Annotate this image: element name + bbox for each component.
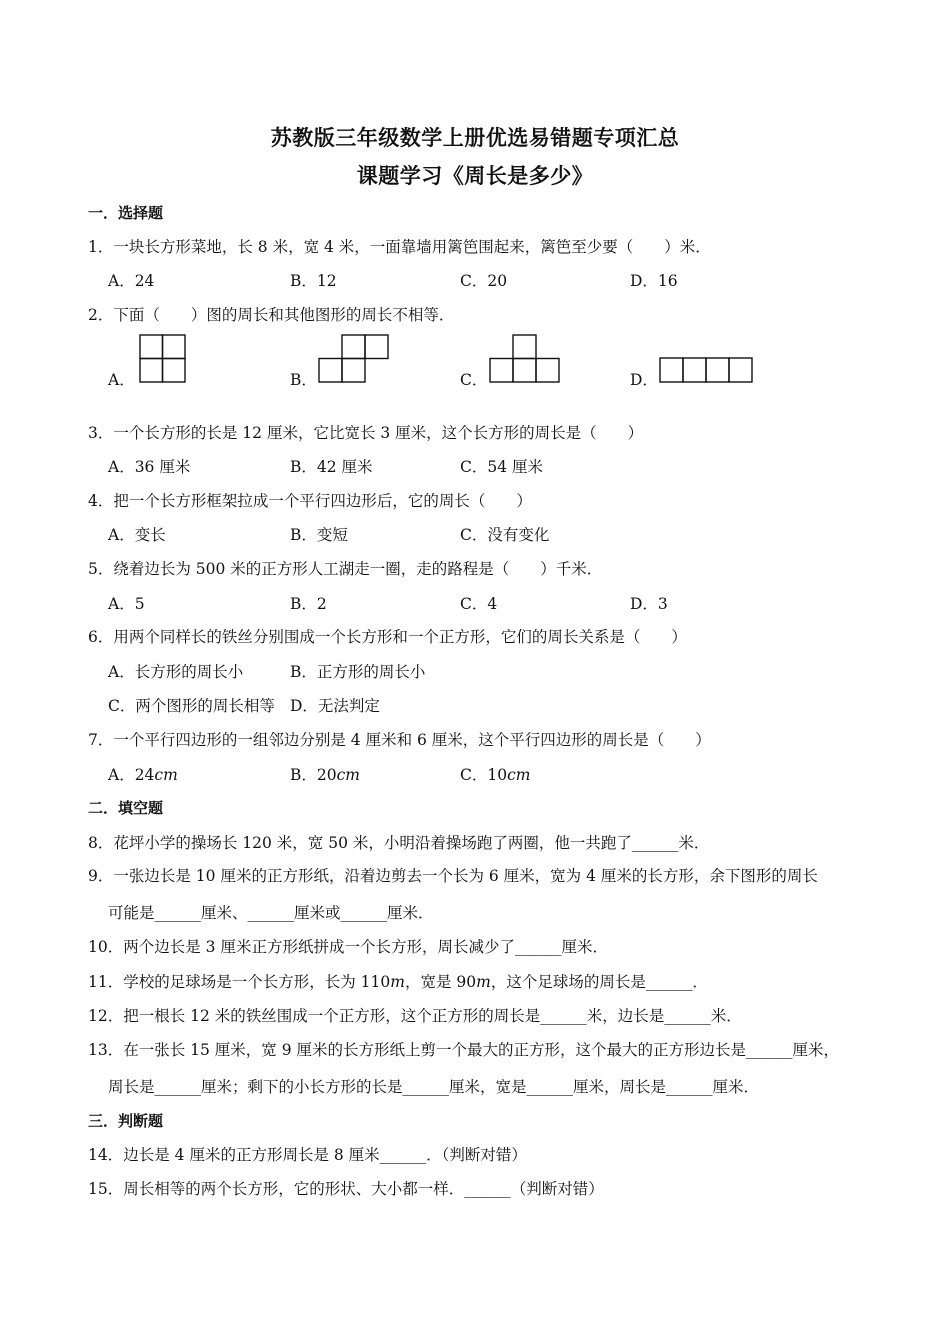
- q7-option-b-label: B．20: [290, 766, 337, 784]
- question-13-line2: 周长是______厘米；剩下的小长方形的长是______厘米，宽是______厘米，周长是______厘米．: [108, 1078, 760, 1096]
- section-heading-judge: 三．判断题: [88, 1112, 164, 1130]
- q3-option-a[interactable]: A．36 厘米: [108, 458, 191, 476]
- q6-option-b[interactable]: B．正方形的周长小: [290, 663, 426, 681]
- question-13-line1: 13．在一张长 15 厘米，宽 9 厘米的长方形纸上剪一个最大的正方形，这个最大的正方形边长是______厘米，: [88, 1041, 840, 1059]
- q4-option-c[interactable]: C．没有变化: [460, 526, 550, 544]
- q3-option-c[interactable]: C．54 厘米: [460, 458, 544, 476]
- question-14: 14．边长是 4 厘米的正方形周长是 8 厘米______．（判断对错）: [88, 1146, 527, 1164]
- q5-option-d[interactable]: D．3: [630, 595, 668, 613]
- question-15: 15．周长相等的两个长方形，它的形状、大小都一样．______（判断对错）: [88, 1180, 604, 1198]
- section-heading-fill: 二．填空题: [88, 799, 164, 817]
- q4-option-a[interactable]: A．变长: [108, 526, 166, 544]
- q1-option-b[interactable]: B．12: [290, 272, 337, 290]
- document-subtitle: 课题学习《周长是多少》: [356, 163, 594, 188]
- question-8: 8．花坪小学的操场长 120 米，宽 50 米，小明沿着操场跑了两圈，他一共跑了______米．: [88, 834, 710, 852]
- q7-option-b[interactable]: [290, 763, 360, 785]
- q7-option-c-unit: cm: [507, 766, 531, 784]
- question-9-line1: 9．一张边长是 10 厘米的正方形纸，沿着边剪去一个长为 6 厘米，宽为 4 厘米的长方形，余下图形的周长: [88, 867, 818, 885]
- q1-option-c[interactable]: C．20: [460, 272, 508, 290]
- q2-option-b[interactable]: B．: [290, 371, 317, 389]
- q1-option-a[interactable]: A．24: [108, 272, 155, 290]
- q3-option-b[interactable]: B．42 厘米: [290, 458, 373, 476]
- question-6: 6．用两个同样长的铁丝分别围成一个长方形和一个正方形，它们的周长关系是（ ）: [88, 628, 687, 646]
- q11-unit-2: m: [476, 973, 491, 991]
- q7-option-b-unit: cm: [336, 766, 361, 784]
- q7-option-c[interactable]: [460, 763, 530, 785]
- question-9-line2: 可能是______厘米、______厘米或______厘米．: [108, 904, 434, 922]
- q7-option-a-label: A．24: [108, 766, 155, 784]
- q11-part-a: 11．学校的足球场是一个长方形，长为 110: [88, 973, 391, 991]
- q6-option-c[interactable]: C．两个图形的周长相等: [108, 697, 275, 715]
- q2-option-d[interactable]: D．: [630, 371, 658, 389]
- question-5: 5．绕着边长为 500 米的正方形人工湖走一圈，走的路程是（ ）千米．: [88, 560, 603, 578]
- q4-option-b[interactable]: B．变短: [290, 526, 348, 544]
- q2-figure-a: [139, 334, 187, 384]
- q5-option-a[interactable]: A．5: [108, 595, 145, 613]
- q2-option-a[interactable]: A．: [108, 371, 135, 389]
- question-4: 4．把一个长方形框架拉成一个平行四边形后，它的周长（ ）: [88, 492, 532, 510]
- q2-figure-d: [659, 357, 754, 384]
- q11-part-c: ，这个足球场的周长是______．: [490, 973, 708, 991]
- question-10: 10．两个边长是 3 厘米正方形纸拼成一个长方形，周长减少了______厘米．: [88, 938, 608, 956]
- question-11: [88, 970, 708, 992]
- q6-option-a[interactable]: A．长方形的周长小: [108, 663, 244, 681]
- question-12: 12．把一根长 12 米的铁丝围成一个正方形，这个正方形的周长是______米，边长是______米．: [88, 1007, 742, 1025]
- question-3: 3．一个长方形的长是 12 厘米，它比宽长 3 厘米，这个长方形的周长是（ ）: [88, 424, 644, 442]
- q6-option-d[interactable]: D．无法判定: [290, 697, 380, 715]
- q11-part-b: ，宽是 90: [404, 973, 477, 991]
- document-title: 苏教版三年级数学上册优选易错题专项汇总: [270, 125, 680, 150]
- q2-figure-b: [318, 334, 390, 384]
- section-heading-choice: 一．选择题: [88, 204, 164, 222]
- question-7: 7．一个平行四边形的一组邻边分别是 4 厘米和 6 厘米，这个平行四边形的周长是（ ）: [88, 731, 711, 749]
- q5-option-c[interactable]: C．4: [460, 595, 498, 613]
- q1-option-d[interactable]: D．16: [630, 272, 678, 290]
- q2-figure-c: [489, 334, 561, 384]
- q11-unit-1: m: [390, 973, 405, 991]
- question-2: 2．下面（ ）图的周长和其他图形的周长不相等．: [88, 306, 455, 324]
- q7-option-c-label: C．10: [460, 766, 508, 784]
- question-1: 1．一块长方形菜地，长 8 米，宽 4 米，一面靠墙用篱笆围起来，篱笆至少要（ ）米．: [88, 238, 711, 256]
- q7-option-a-unit: cm: [154, 766, 178, 784]
- q5-option-b[interactable]: B．2: [290, 595, 327, 613]
- q2-option-c[interactable]: C．: [460, 371, 488, 389]
- q7-option-a[interactable]: [108, 763, 178, 785]
